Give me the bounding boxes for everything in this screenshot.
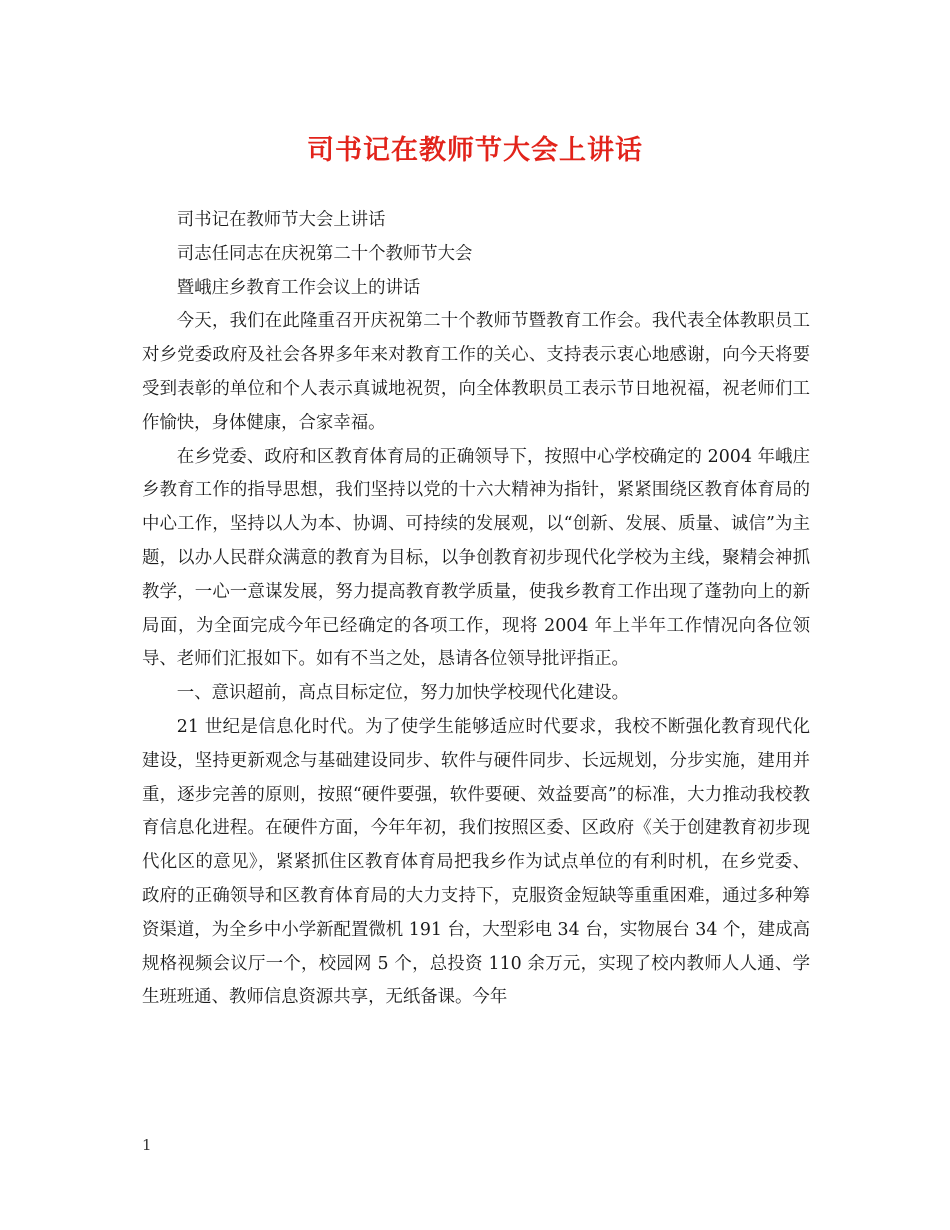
paragraph: 在乡党委、政府和区教育体育局的正确领导下，按照中心学校确定的 2004 年峨庄乡教育工作的指导思想，我们坚持以党的十六大精神为指针，紧紧围绕区教育体育局的中心工作，坚持以人为本、协调、可持续的发展观，以“创新、发展、质量、诚信”为主题，以办人民群众满意的教育为目标，以争创教育初步现代化学校为主线，聚精会神抓教学，一心一意谋发展，努力提高教育教学质量，使我乡教育工作出现了蓬勃向上的新局面，为全面完成今年已经确定的各项工作，现将 2004 年上半年工作情况向各位领导、老师们汇报如下。如有不当之处，恳请各位领导批评指正。 bbox=[142, 446, 810, 670]
paragraph: 21 世纪是信息化时代。为了使学生能够适应时代要求，我校不断强化教育现代化建设，坚持更新观念与基础建设同步、软件与硬件同步、长远规划，分步实施，建用并重，逐步完善的原则，按照“硬件要强，软件要硬、效益要高”的标准，大力推动我校教育信息化进程。在硬件方面，今年年初，我们按照区委、区政府《关于创建教育初步现代化区的意见》，紧紧抓住区教育体育局把我乡作为试点单位的有利时机，在乡党委、政府的正确领导和区教育体育局的大力支持下，克服资金短缺等重重困难，通过多种筹资渠道，为全乡中小学新配置微机 191 台，大型彩电 34 台，实物展台 34 个，建成高规格视频会议厅一个，校园网 5 个，总投资 110 余万元，实现了校内教师人人通、学生班班通、教师信息资源共享，无纸备课。今年 bbox=[142, 716, 810, 1008]
document-body bbox=[142, 204, 810, 1015]
paragraph: 司志任同志在庆祝第二十个教师节大会 bbox=[176, 243, 473, 264]
document-title: 司书记在教师节大会上讲话 bbox=[307, 135, 643, 166]
paragraph: 今天，我们在此隆重召开庆祝第二十个教师节暨教育工作会。我代表全体教职员工对乡党委政府及社会各界多年来对教育工作的关心、支持表示衷心地感谢，向今天将要受到表彰的单位和个人表示真诚地祝贺，向全体教职员工表示节日地祝福，祝老师们工作愉快，身体健康，合家幸福。 bbox=[142, 311, 810, 433]
paragraph: 一、意识超前，高点目标定位，努力加快学校现代化建设。 bbox=[176, 683, 629, 704]
paragraph: 司书记在教师节大会上讲话 bbox=[176, 210, 386, 230]
page-number: 1 bbox=[142, 1136, 152, 1154]
paragraph: 暨峨庄乡教育工作会议上的讲话 bbox=[176, 277, 421, 298]
